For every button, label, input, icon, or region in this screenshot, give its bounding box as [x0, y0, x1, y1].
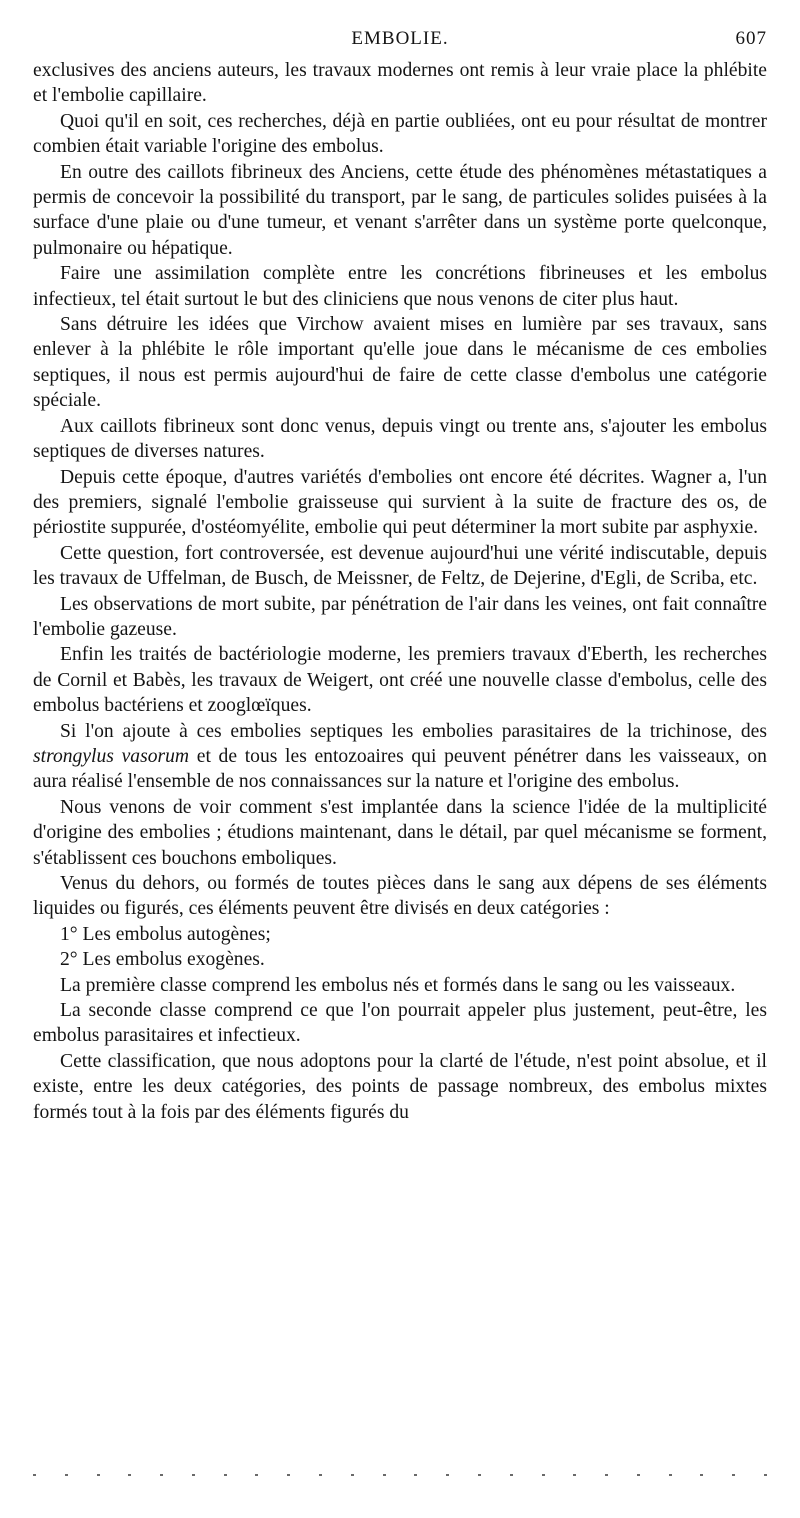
- paragraph: Cette question, fort controversée, est devenue aujourd'hui une vérité indiscutable, depuis les travaux de Uffelman, de Busch, de Meissner, de Feltz, de Dejerine, d'Egli, de Scriba, etc.: [33, 542, 767, 590]
- paragraph: Venus du dehors, ou formés de toutes pièces dans le sang aux dépens de ses éléments liquides ou figurés, ces éléments peuvent être divisés en deux catégories :: [33, 873, 767, 920]
- running-title: EMBOLIE.: [351, 28, 449, 49]
- scan-artifact-dots: [33, 1474, 767, 1478]
- paragraph-parasites: [33, 719, 767, 795]
- running-header: [33, 28, 767, 58]
- list-item: 2° Les embolus exogènes.: [60, 949, 265, 971]
- paragraph: En outre des caillots fibrineux des Anciens, cette étude des phénomènes métastatiques a permis de concevoir la possibilité du transport, par le sang, de particules solides puisées à la surface d'une plaie ou d'une tumeur, et venant s'arrêter dans un système porte quelconque, pulmonaire ou hépatique.: [33, 161, 767, 259]
- paragraph: Quoi qu'il en soit, ces recherches, déjà en partie oubliées, ont eu pour résultat de montrer combien était variable l'origine des embolus.: [33, 110, 767, 158]
- paragraph-text: Si l'on ajoute à ces embolies septiques les embolies parasitaires de la trichinose, des: [60, 720, 767, 742]
- paragraph: Depuis cette époque, d'autres variétés d'embolies ont encore été décrites. Wagner a, l'un des premiers, signalé l'embolie graisseuse qui survient à la suite de fracture des os, de périostite suppurée, d'ostéomyélite, embolie qui peut déterminer la mort subite par asphyxie.: [33, 466, 767, 539]
- page-number: 607: [735, 28, 767, 49]
- body-text: [33, 58, 767, 1125]
- paragraph: Faire une assimilation complète entre les concrétions fibrineuses et les embolus infectieux, tel était surtout le but des cliniciens que nous venons de citer plus haut.: [33, 263, 767, 310]
- paragraph: Nous venons de voir comment s'est implantée dans la science l'idée de la multiplicité d'origine des embolies ; étudions maintenant, dans le détail, par quel mécanisme se forment, s'établissent ces bouchons emboliques.: [33, 796, 767, 869]
- paragraph: Sans détruire les idées que Virchow avaient mises en lumière par ses travaux, sans enlever à la phlébite le rôle important qu'elle joue dans le mécanisme de ces embolies septiques, il nous est permis aujourd'hui de faire de cette classe d'embolus une catégorie spéciale.: [33, 314, 767, 412]
- list-item: 1° Les embolus autogènes;: [60, 923, 271, 945]
- italic-species-name: strongylus vasorum: [33, 745, 190, 767]
- paragraph: Enfin les traités de bactériologie moderne, les premiers travaux d'Eberth, les recherches de Cornil et Babès, les travaux de Weigert, ont créé une nouvelle classe d'embolus, celle des embolus bactériens et zooglœïques.: [33, 644, 767, 717]
- paragraph: Aux caillots fibrineux sont donc venus, depuis vingt ou trente ans, s'ajouter les embolus septiques de diverses natures.: [33, 415, 767, 463]
- paragraph: exclusives des anciens auteurs, les travaux modernes ont remis à leur vraie place la phlébite et l'embolie capillaire.: [33, 60, 767, 107]
- paragraph: Cette classification, que nous adoptons pour la clarté de l'étude, n'est point absolue, et il existe, entre les deux catégories, des points de passage nombreux, des embolus mixtes formés tout à la fois par des éléments figurés du: [33, 1050, 767, 1123]
- paragraph-text: et de tous les entozoaires qui peuvent pénétrer dans les vaisseaux, on aura réalisé l'ensemble de nos connaissances sur la nature et l'origine des embolus.: [33, 745, 767, 793]
- paragraph: Les observations de mort subite, par pénétration de l'air dans les veines, ont fait connaître l'embolie gazeuse.: [33, 593, 767, 640]
- paragraph: La première classe comprend les embolus nés et formés dans le sang ou les vaisseaux.: [60, 974, 736, 996]
- paragraph: La seconde classe comprend ce que l'on pourrait appeler plus justement, peut-être, les embolus parasitaires et infectieux.: [33, 1000, 767, 1047]
- book-page: [33, 28, 767, 1125]
